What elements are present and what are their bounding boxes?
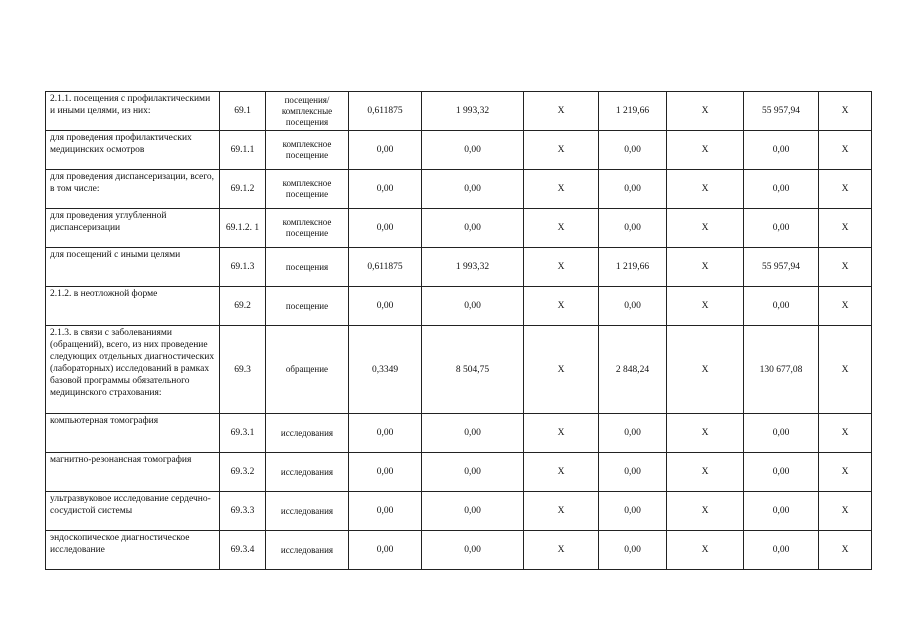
- value-cell: 0,00: [422, 131, 524, 170]
- row-name-cell: для проведения профилактических медицинских осмотров: [46, 131, 220, 170]
- value-cell: X: [524, 492, 599, 531]
- value-cell: X: [819, 248, 872, 287]
- value-cell: X: [819, 92, 872, 131]
- value-cell: X: [524, 92, 599, 131]
- row-unit-cell: посещения: [266, 248, 349, 287]
- value-cell: X: [667, 287, 744, 326]
- row-name-cell: компьютерная томография: [46, 414, 220, 453]
- value-cell: 0,00: [422, 531, 524, 570]
- table-row: [46, 414, 872, 453]
- value-cell: 0,00: [599, 287, 667, 326]
- table-row: [46, 453, 872, 492]
- row-code-cell: 69.3.1: [220, 414, 266, 453]
- value-cell: 55 957,94: [744, 248, 819, 287]
- value-cell: 0,00: [744, 131, 819, 170]
- row-name-cell: ультразвуковое исследование сердечно-сосудистой системы: [46, 492, 220, 531]
- row-name-cell: для проведения диспансеризации, всего, в том числе:: [46, 170, 220, 209]
- row-unit-cell: посещения/ комплексные посещения: [266, 92, 349, 131]
- value-cell: 0,00: [422, 453, 524, 492]
- row-code-cell: 69.1.2: [220, 170, 266, 209]
- table-body: [46, 92, 872, 570]
- table-row: [46, 326, 872, 414]
- value-cell: 0,00: [349, 453, 422, 492]
- funding-table: [45, 91, 872, 570]
- value-cell: 0,00: [422, 209, 524, 248]
- value-cell: X: [819, 414, 872, 453]
- value-cell: X: [819, 170, 872, 209]
- table-row: [46, 248, 872, 287]
- value-cell: 0,00: [349, 131, 422, 170]
- value-cell: X: [667, 209, 744, 248]
- value-cell: X: [667, 492, 744, 531]
- value-cell: X: [819, 287, 872, 326]
- table-row: [46, 287, 872, 326]
- value-cell: X: [819, 492, 872, 531]
- value-cell: 0,00: [599, 492, 667, 531]
- row-code-cell: 69.3.2: [220, 453, 266, 492]
- value-cell: 1 993,32: [422, 92, 524, 131]
- row-code-cell: 69.1.3: [220, 248, 266, 287]
- row-unit-cell: исследования: [266, 453, 349, 492]
- value-cell: X: [667, 248, 744, 287]
- value-cell: 0,00: [744, 453, 819, 492]
- value-cell: 130 677,08: [744, 326, 819, 414]
- value-cell: 0,3349: [349, 326, 422, 414]
- table-row: [46, 170, 872, 209]
- value-cell: X: [524, 453, 599, 492]
- table-row: [46, 531, 872, 570]
- value-cell: X: [524, 414, 599, 453]
- value-cell: X: [524, 170, 599, 209]
- value-cell: 55 957,94: [744, 92, 819, 131]
- row-code-cell: 69.3.3: [220, 492, 266, 531]
- value-cell: X: [667, 453, 744, 492]
- value-cell: 0,00: [349, 492, 422, 531]
- value-cell: X: [819, 326, 872, 414]
- value-cell: X: [819, 209, 872, 248]
- row-name-cell: магнитно-резонансная томография: [46, 453, 220, 492]
- table-row: [46, 209, 872, 248]
- value-cell: X: [524, 326, 599, 414]
- value-cell: X: [667, 170, 744, 209]
- value-cell: 0,00: [599, 170, 667, 209]
- row-unit-cell: посещение: [266, 287, 349, 326]
- row-code-cell: 69.3: [220, 326, 266, 414]
- row-unit-cell: комплексное посещение: [266, 209, 349, 248]
- row-name-cell: для проведения углубленной диспансеризации: [46, 209, 220, 248]
- value-cell: X: [819, 453, 872, 492]
- value-cell: 0,00: [599, 531, 667, 570]
- value-cell: 0,00: [744, 287, 819, 326]
- value-cell: X: [819, 131, 872, 170]
- value-cell: X: [524, 248, 599, 287]
- table-row: [46, 131, 872, 170]
- row-name-cell: 2.1.2. в неотложной форме: [46, 287, 220, 326]
- row-name-cell: эндоскопическое диагностическое исследование: [46, 531, 220, 570]
- value-cell: 0,00: [349, 209, 422, 248]
- row-code-cell: 69.1.2. 1: [220, 209, 266, 248]
- value-cell: 1 993,32: [422, 248, 524, 287]
- row-code-cell: 69.1: [220, 92, 266, 131]
- value-cell: X: [819, 531, 872, 570]
- value-cell: 0,00: [349, 414, 422, 453]
- value-cell: 0,00: [349, 531, 422, 570]
- value-cell: 1 219,66: [599, 248, 667, 287]
- row-unit-cell: исследования: [266, 414, 349, 453]
- value-cell: X: [667, 326, 744, 414]
- value-cell: 0,00: [599, 414, 667, 453]
- table-row: [46, 492, 872, 531]
- row-code-cell: 69.1.1: [220, 131, 266, 170]
- value-cell: 0,00: [744, 209, 819, 248]
- row-name-cell: для посещений с иными целями: [46, 248, 220, 287]
- row-code-cell: 69.3.4: [220, 531, 266, 570]
- value-cell: 0,00: [599, 209, 667, 248]
- value-cell: 0,00: [744, 170, 819, 209]
- value-cell: 0,00: [349, 287, 422, 326]
- value-cell: 0,00: [744, 492, 819, 531]
- value-cell: 8 504,75: [422, 326, 524, 414]
- value-cell: 0,00: [422, 492, 524, 531]
- value-cell: 0,00: [599, 131, 667, 170]
- value-cell: X: [524, 531, 599, 570]
- row-unit-cell: исследования: [266, 531, 349, 570]
- value-cell: X: [667, 131, 744, 170]
- row-code-cell: 69.2: [220, 287, 266, 326]
- value-cell: 2 848,24: [599, 326, 667, 414]
- value-cell: X: [524, 287, 599, 326]
- row-name-cell: 2.1.1. посещения с профилактическими и иными целями, из них:: [46, 92, 220, 131]
- value-cell: 0,00: [744, 414, 819, 453]
- value-cell: 0,611875: [349, 92, 422, 131]
- value-cell: 0,00: [422, 414, 524, 453]
- row-unit-cell: исследования: [266, 492, 349, 531]
- table-row: [46, 92, 872, 131]
- row-unit-cell: обращение: [266, 326, 349, 414]
- value-cell: X: [667, 531, 744, 570]
- row-unit-cell: комплексное посещение: [266, 170, 349, 209]
- value-cell: 0,00: [349, 170, 422, 209]
- value-cell: 1 219,66: [599, 92, 667, 131]
- row-name-cell: 2.1.3. в связи с заболеваниями (обращений), всего, из них проведение следующих отдельных диагностических (лабораторных) исследований в рамках базовой программы обязательного медицинского страхования:: [46, 326, 220, 414]
- value-cell: X: [524, 209, 599, 248]
- value-cell: X: [667, 414, 744, 453]
- value-cell: 0,00: [599, 453, 667, 492]
- value-cell: 0,00: [744, 531, 819, 570]
- row-unit-cell: комплексное посещение: [266, 131, 349, 170]
- value-cell: 0,00: [422, 287, 524, 326]
- value-cell: 0,00: [422, 170, 524, 209]
- value-cell: X: [524, 131, 599, 170]
- value-cell: 0,611875: [349, 248, 422, 287]
- value-cell: X: [667, 92, 744, 131]
